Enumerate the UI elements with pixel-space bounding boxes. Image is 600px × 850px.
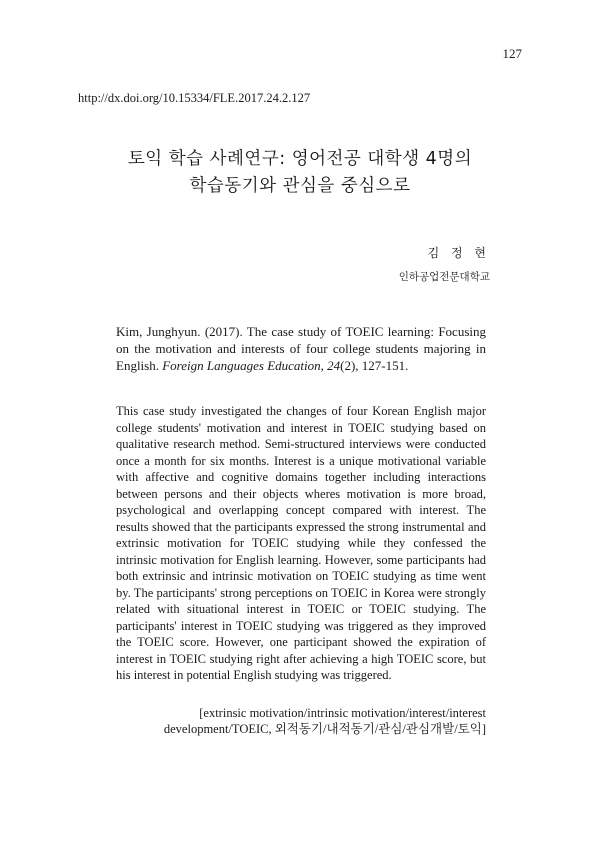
doi-link[interactable]: http://dx.doi.org/10.15334/FLE.2017.24.2.127 [78,91,311,105]
paper-title [60,146,540,200]
paper-title-line-1: 토익 학습 사례연구: 영어전공 대학생 4명의 [127,149,473,169]
page-number: 127 [502,46,522,61]
citation [116,323,486,374]
paper-title-line-2: 학습동기와 관심을 중심으로 [189,176,411,196]
author-affiliation: 인하공업전문대학교 [398,271,490,283]
citation-journal: Foreign Languages Education, 24 [162,358,341,373]
author-name: 김 정 현 [427,246,490,260]
abstract: This case study investigated the changes of four Korean English major college students' motivation and interest in TOEIC studying based on qualitative research method. Semi-structured interviews were conducted once a month for six months. Interest is a unique motivational variable with affective and cognitive domains together including interactions between persons and their objects wheres motivation is more broad, psychological and overlapping concept compared with interest. The results showed that the participants expressed the strong instrumental and extrinsic motivation for TOEIC studying while they confessed the intrinsic motivation for English learning. However, some participants had both extrinsic and intrinsic motivation on TOEIC studying as time went by. The participants' strong perceptions on TOEIC in Korea were strongly related with situational interest in TOEIC or TOEIC studying. The participants' interest in TOEIC studying was triggered as they improved the TOEIC score. However, one participant showed the expiration of interest in TOEIC studying right after achieving a high TOEIC score, but his interest in potential English studying was triggered. [116,404,486,682]
citation-prefix: Kim, Junghyun. (2017). The case study of TOEIC learning: Focusing on the motivation and interests of four college students majoring in English. [116,324,486,373]
citation-suffix: (2), 127-151. [340,358,409,373]
keywords: [extrinsic motivation/intrinsic motivation/interest/interest development/TOEIC, 외적동기/내적동기/관심/관심개발/토익] [163,706,486,736]
author-block [399,244,490,284]
